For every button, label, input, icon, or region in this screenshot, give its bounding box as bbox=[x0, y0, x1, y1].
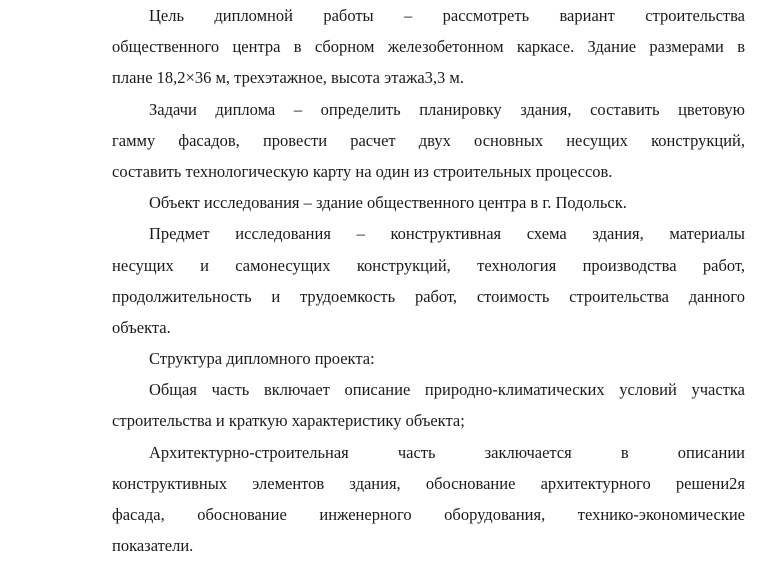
text-line: плане 18,2×36 м, трехэтажное, высота этажа3,3 м. bbox=[112, 68, 464, 88]
text-line: продолжительность и трудоемкость работ, стоимость строительства данного bbox=[112, 286, 745, 306]
text-line: Цель дипломной работы – рассмотреть вариант строительства bbox=[149, 6, 745, 25]
document-body bbox=[112, 0, 745, 561]
text-line: Структура дипломного проекта: bbox=[149, 349, 375, 369]
text-line: гамму фасадов, провести расчет двух основных несущих конструкций, bbox=[112, 130, 745, 150]
paragraph-architecture-part bbox=[112, 437, 745, 562]
paragraph-subject bbox=[112, 218, 745, 343]
paragraph-goal bbox=[112, 0, 745, 94]
text-line: Архитектурно-строительная часть заключается в описании bbox=[149, 442, 745, 462]
paragraph-general-part bbox=[112, 374, 745, 436]
text-line: Объект исследования – здание общественного центра в г. Подольск. bbox=[149, 193, 627, 213]
text-line: показатели. bbox=[112, 536, 194, 556]
paragraph-structure bbox=[112, 343, 745, 374]
text-line: объекта. bbox=[112, 317, 171, 337]
text-line: фасада, обоснование инженерного оборудования, технико-экономические bbox=[112, 505, 745, 524]
paragraph-object bbox=[112, 187, 745, 218]
text-line: Задачи диплома – определить планировку здания, составить цветовую bbox=[149, 99, 745, 119]
text-line: конструктивных элементов здания, обоснование архитектурного решени2я bbox=[112, 473, 745, 493]
text-line: строительства и краткую характеристику объекта; bbox=[112, 411, 465, 431]
text-line: общественного центра в сборном железобетонном каркасе. Здание размерами в bbox=[112, 37, 745, 57]
text-line: Общая часть включает описание природно-климатических условий участка bbox=[149, 380, 745, 400]
text-line: составить технологическую карту на один из строительных процессов. bbox=[112, 161, 613, 181]
text-line: несущих и самонесущих конструкций, технология производства работ, bbox=[112, 255, 745, 275]
paragraph-tasks bbox=[112, 94, 745, 188]
text-line: Предмет исследования – конструктивная схема здания, материалы bbox=[149, 224, 745, 244]
